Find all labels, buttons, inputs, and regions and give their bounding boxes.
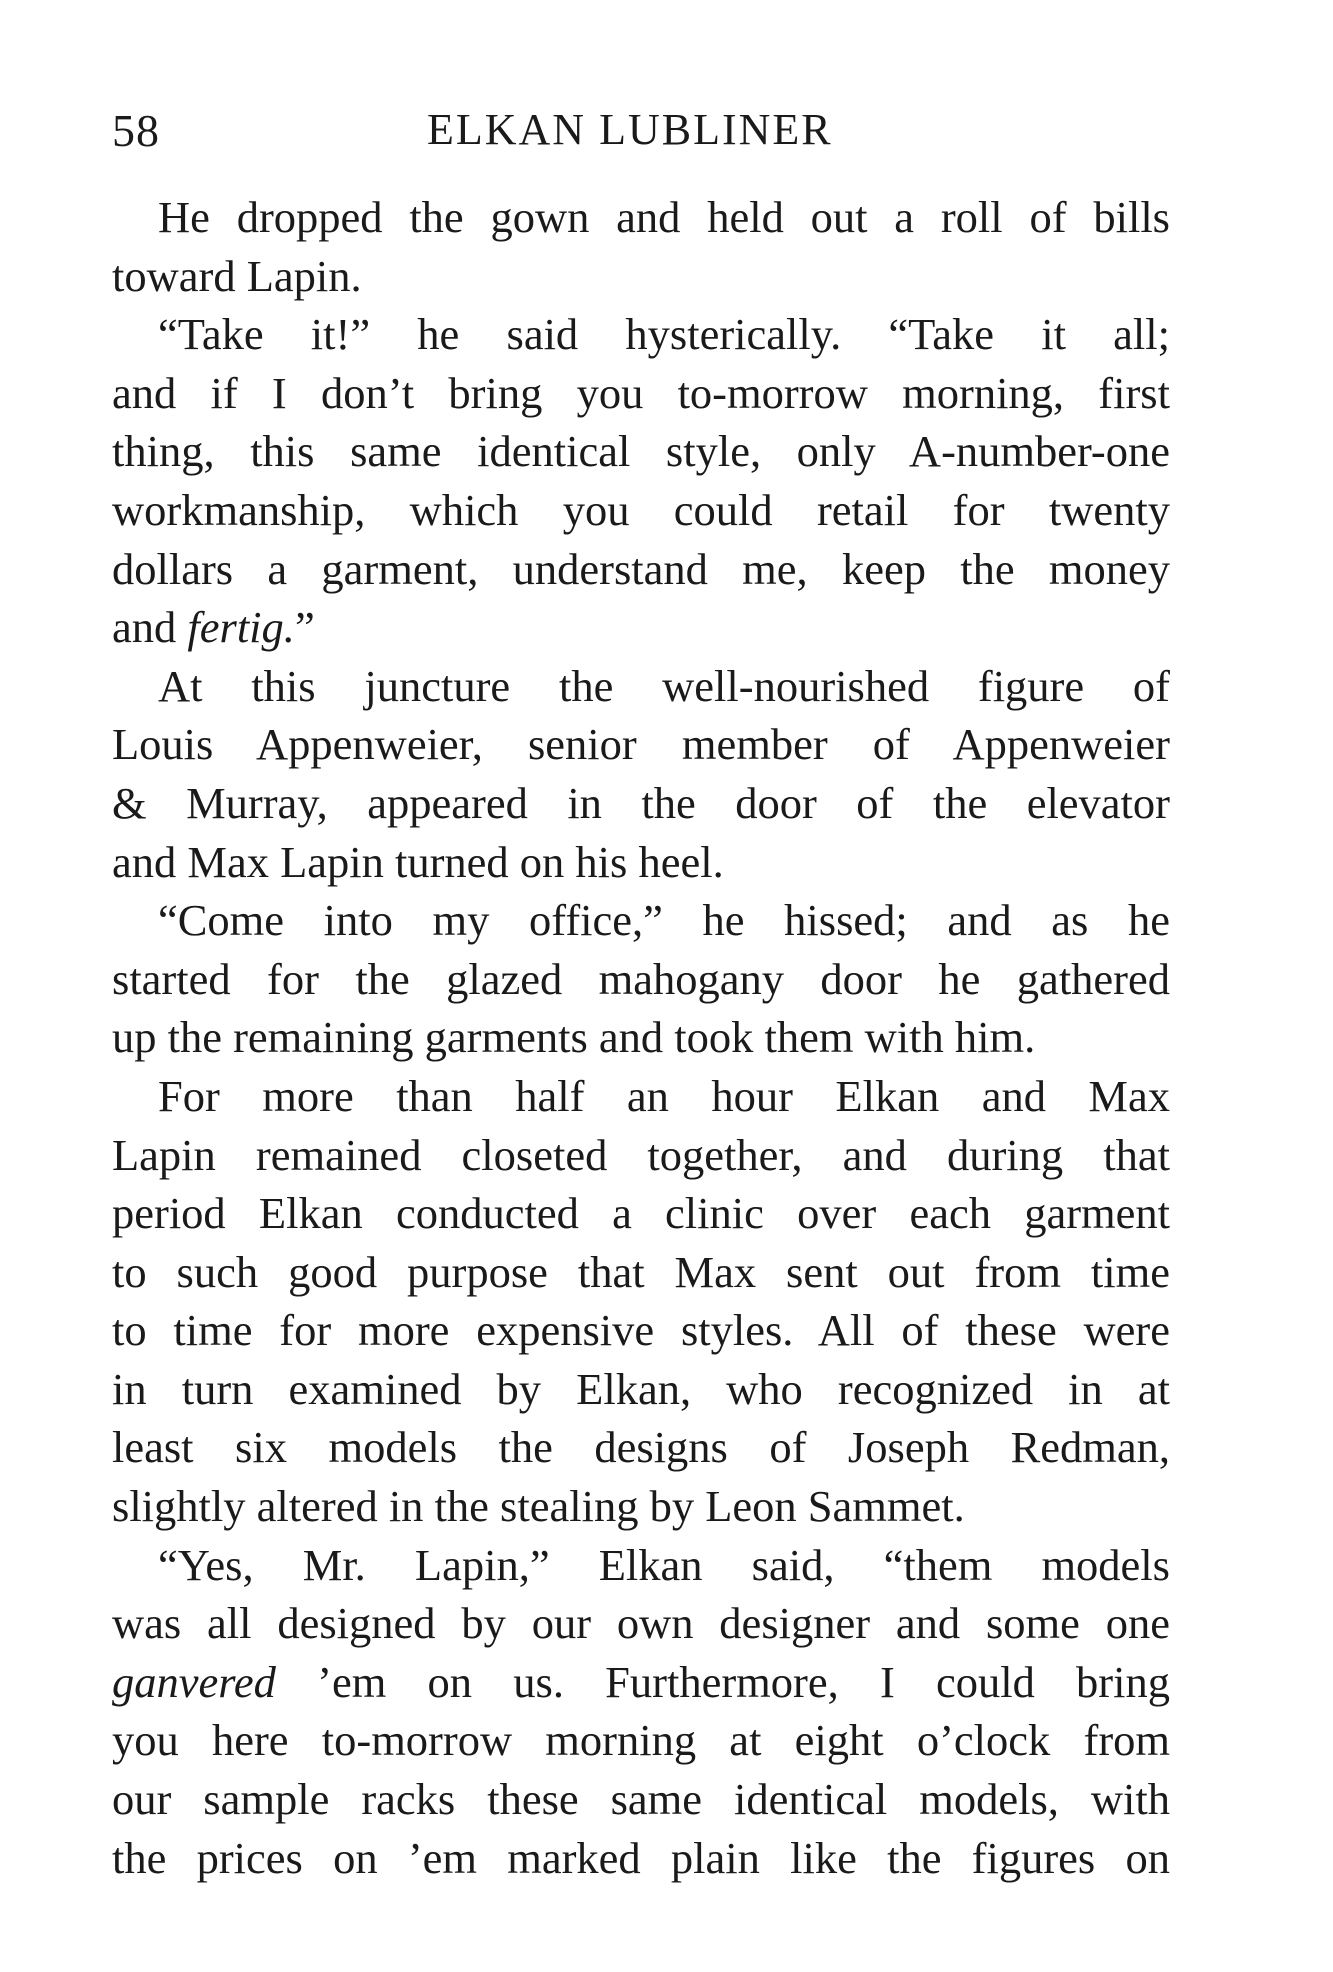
running-title: ELKAN LUBLINER — [427, 105, 833, 154]
paragraph — [112, 1536, 1170, 1888]
italic-word: ganvered — [112, 1656, 276, 1707]
text-line: workmanship, which you could retail for twenty — [112, 484, 1170, 535]
text-fragment: and — [112, 602, 188, 653]
paragraph — [112, 305, 1170, 657]
text-line — [112, 1653, 1170, 1712]
italic-word: fertig. — [187, 602, 295, 653]
text-line: “Yes, Mr. Lapin,” Elkan said, “them models — [158, 1539, 1170, 1590]
text-line: period Elkan conducted a clinic over each garment — [112, 1188, 1170, 1239]
page-number: 58 — [112, 105, 160, 156]
paragraph — [112, 188, 1170, 305]
page-header — [112, 104, 1172, 164]
text-line: slightly altered in the stealing by Leon Sammet. — [112, 1481, 965, 1532]
text-fragment: ’em on us. Furthermore, I could bring — [275, 1656, 1170, 1707]
text-line: At this juncture the well-nourished figure of — [158, 660, 1170, 711]
text-line: to time for more expensive styles. All of these were — [112, 1305, 1170, 1356]
text-line: Lapin remained closeted together, and during that — [112, 1129, 1170, 1180]
paragraph — [112, 891, 1170, 1067]
text-line: up the remaining garments and took them with him. — [112, 1012, 1036, 1063]
text-line: least six models the designs of Joseph Redman, — [112, 1422, 1170, 1473]
text-line: “Come into my office,” he hissed; and as he — [158, 895, 1170, 946]
text-line — [112, 598, 1170, 657]
paragraph — [112, 657, 1170, 891]
text-line: was all designed by our own designer and some one — [112, 1598, 1170, 1649]
text-line: Louis Appenweier, senior member of Appenweier — [112, 719, 1170, 770]
text-line: For more than half an hour Elkan and Max — [158, 1070, 1170, 1121]
text-line: our sample racks these same identical models, with — [112, 1774, 1170, 1825]
text-line: He dropped the gown and held out a roll of bills — [158, 192, 1170, 242]
text-line: thing, this same identical style, only A-number-one — [112, 426, 1170, 477]
text-line: to such good purpose that Max sent out from time — [112, 1246, 1170, 1297]
text-line: and if I don’t bring you to-morrow morning, first — [112, 367, 1170, 418]
text-line: toward Lapin. — [112, 250, 362, 301]
body-text — [112, 188, 1170, 1887]
text-line: the prices on ’em marked plain like the figures on — [112, 1832, 1170, 1883]
text-fragment: ” — [294, 602, 315, 653]
paragraph — [112, 1067, 1170, 1536]
text-line: & Murray, appeared in the door of the elevator — [112, 777, 1170, 828]
text-line: dollars a garment, understand me, keep the money — [112, 543, 1170, 594]
text-line: in turn examined by Elkan, who recognized in at — [112, 1363, 1170, 1414]
text-line: and Max Lapin turned on his heel. — [112, 836, 724, 887]
text-line: “Take it!” he said hysterically. “Take it all; — [158, 309, 1170, 360]
text-line: started for the glazed mahogany door he gathered — [112, 953, 1170, 1004]
text-line: you here to-morrow morning at eight o’clock from — [112, 1715, 1170, 1766]
